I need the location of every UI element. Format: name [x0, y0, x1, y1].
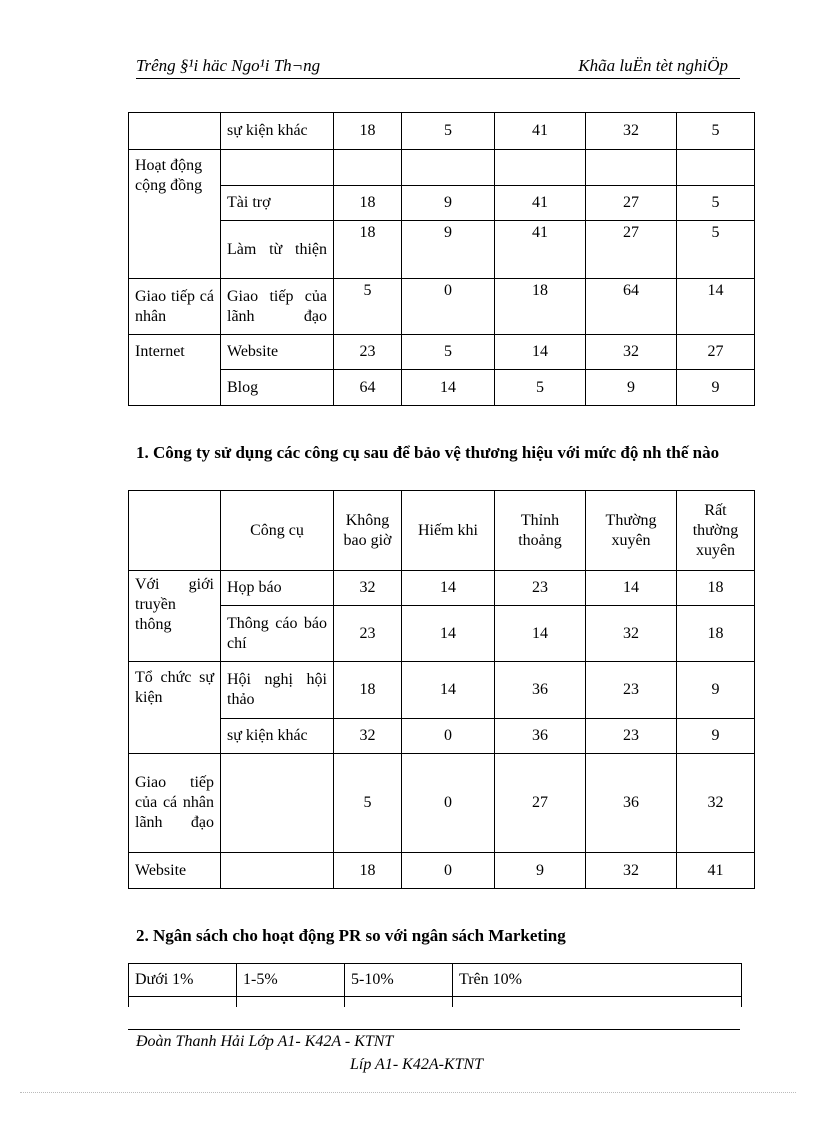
value-cell: 32 — [586, 853, 677, 889]
value-cell: 0 — [402, 279, 495, 335]
footer-class: Líp A1- K42A-KTNT — [350, 1056, 484, 1073]
header-cell: Thường xuyên — [586, 491, 677, 571]
value-cell: 5 — [402, 335, 495, 370]
value-cell: 32 — [586, 113, 677, 150]
value-cell: 14 — [402, 662, 495, 719]
group-cell: Với giới truyền thông — [129, 571, 221, 662]
value-cell: 0 — [402, 719, 495, 754]
value-cell: 36 — [586, 754, 677, 853]
header-cell: Thỉnh thoảng — [495, 491, 586, 571]
value-cell: 32 — [334, 571, 402, 606]
value-cell: 36 — [495, 719, 586, 754]
table-row — [129, 754, 755, 853]
table-row — [129, 186, 755, 221]
value-cell — [495, 150, 586, 186]
tool-cell: Giao tiếp của lãnh đạo — [221, 279, 334, 335]
table-row — [129, 997, 742, 1007]
value-cell: 27 — [586, 186, 677, 221]
value-cell — [345, 997, 453, 1007]
value-cell: 27 — [586, 221, 677, 279]
value-cell: 9 — [677, 370, 755, 406]
budget-table — [128, 963, 742, 1007]
value-cell — [334, 150, 402, 186]
value-cell: 32 — [334, 719, 402, 754]
value-cell: 9 — [677, 662, 755, 719]
tool-cell: sự kiện khác — [221, 719, 334, 754]
value-cell: 5 — [677, 186, 755, 221]
value-cell: 9 — [586, 370, 677, 406]
value-cell: 41 — [495, 113, 586, 150]
value-cell: 23 — [586, 719, 677, 754]
tool-cell — [221, 754, 334, 853]
table-row — [129, 150, 755, 186]
group-cell — [129, 113, 221, 150]
table-header-row — [129, 491, 755, 571]
value-cell: 36 — [495, 662, 586, 719]
footer-author: Đoàn Thanh Hải Lớp A1- K42A - KTNT — [136, 1033, 394, 1050]
header-cell: Không bao giờ — [334, 491, 402, 571]
value-cell: 14 — [495, 606, 586, 662]
value-cell: 14 — [402, 571, 495, 606]
value-cell: 14 — [677, 279, 755, 335]
value-cell: 23 — [586, 662, 677, 719]
value-cell: 27 — [677, 335, 755, 370]
value-cell — [453, 997, 742, 1007]
tool-cell: Website — [221, 335, 334, 370]
footer-divider — [128, 1029, 740, 1030]
value-cell: 18 — [677, 606, 755, 662]
value-cell: 5 — [677, 221, 755, 279]
value-cell — [237, 997, 345, 1007]
section-heading: 1. Công ty sử dụng các công cụ sau để bảo vệ thương hiệu với mức độ nh thế nào — [136, 443, 720, 462]
channels-table — [128, 112, 755, 406]
value-cell — [677, 150, 755, 186]
page-bottom-divider — [20, 1092, 796, 1093]
header-cell: Trên 10% — [453, 964, 742, 997]
page-header — [136, 52, 740, 79]
value-cell: 27 — [495, 754, 586, 853]
value-cell: 23 — [334, 606, 402, 662]
table-row — [129, 853, 755, 889]
group-cell: Giao tiếp cá nhân — [129, 279, 221, 335]
tool-cell: Thông cáo báo chí — [221, 606, 334, 662]
tool-cell — [221, 150, 334, 186]
value-cell: 41 — [495, 186, 586, 221]
value-cell: 64 — [586, 279, 677, 335]
value-cell: 5 — [334, 754, 402, 853]
tool-cell: Tài trợ — [221, 186, 334, 221]
section-heading: 2. Ngân sách cho hoạt động PR so với ngân sách Marketing — [136, 926, 566, 945]
header-cell: Rất thường xuyên — [677, 491, 755, 571]
tool-cell: Làm từ thiện — [221, 221, 334, 279]
group-cell: Giao tiếp của cá nhân lãnh đạo — [129, 754, 221, 853]
group-cell: Hoạt động cộng đồng — [129, 150, 221, 279]
table-row — [129, 606, 755, 662]
value-cell — [586, 150, 677, 186]
table-row — [129, 221, 755, 279]
value-cell: 0 — [402, 853, 495, 889]
value-cell: 18 — [677, 571, 755, 606]
table-row — [129, 279, 755, 335]
table-row — [129, 719, 755, 754]
value-cell — [402, 150, 495, 186]
value-cell: 5 — [677, 113, 755, 150]
header-cell: Hiếm khi — [402, 491, 495, 571]
table-row — [129, 571, 755, 606]
value-cell: 5 — [334, 279, 402, 335]
header-right: Khãa luËn tèt nghiÖp — [578, 56, 728, 75]
header-left: Trêng §¹i häc Ngo¹i Th¬ng — [136, 56, 321, 75]
brand-protection-table — [128, 490, 755, 889]
value-cell: 9 — [402, 221, 495, 279]
header-cell: Công cụ — [221, 491, 334, 571]
group-cell: Tổ chức sự kiện — [129, 662, 221, 754]
group-cell: Internet — [129, 335, 221, 406]
value-cell: 18 — [334, 186, 402, 221]
value-cell: 23 — [334, 335, 402, 370]
table-row — [129, 662, 755, 719]
tool-cell: Blog — [221, 370, 334, 406]
value-cell: 23 — [495, 571, 586, 606]
value-cell: 14 — [586, 571, 677, 606]
value-cell: 18 — [334, 853, 402, 889]
tool-cell: sự kiện khác — [221, 113, 334, 150]
value-cell: 0 — [402, 754, 495, 853]
value-cell: 9 — [677, 719, 755, 754]
value-cell: 14 — [495, 335, 586, 370]
value-cell: 18 — [495, 279, 586, 335]
table-row — [129, 335, 755, 370]
value-cell: 32 — [586, 606, 677, 662]
value-cell: 14 — [402, 370, 495, 406]
table-row — [129, 113, 755, 150]
header-cell: 5-10% — [345, 964, 453, 997]
value-cell: 32 — [677, 754, 755, 853]
group-cell: Website — [129, 853, 221, 889]
value-cell: 41 — [495, 221, 586, 279]
table-row — [129, 370, 755, 406]
value-cell: 18 — [334, 662, 402, 719]
header-cell: Dưới 1% — [129, 964, 237, 997]
value-cell: 64 — [334, 370, 402, 406]
header-cell: 1-5% — [237, 964, 345, 997]
tool-cell — [221, 853, 334, 889]
value-cell: 18 — [334, 113, 402, 150]
table-header-row — [129, 964, 742, 997]
tool-cell: Họp báo — [221, 571, 334, 606]
value-cell: 14 — [402, 606, 495, 662]
value-cell: 9 — [495, 853, 586, 889]
value-cell: 41 — [677, 853, 755, 889]
value-cell: 9 — [402, 186, 495, 221]
value-cell — [129, 997, 237, 1007]
value-cell: 18 — [334, 221, 402, 279]
value-cell: 32 — [586, 335, 677, 370]
value-cell: 5 — [402, 113, 495, 150]
header-cell — [129, 491, 221, 571]
value-cell: 5 — [495, 370, 586, 406]
tool-cell: Hội nghị hội thảo — [221, 662, 334, 719]
